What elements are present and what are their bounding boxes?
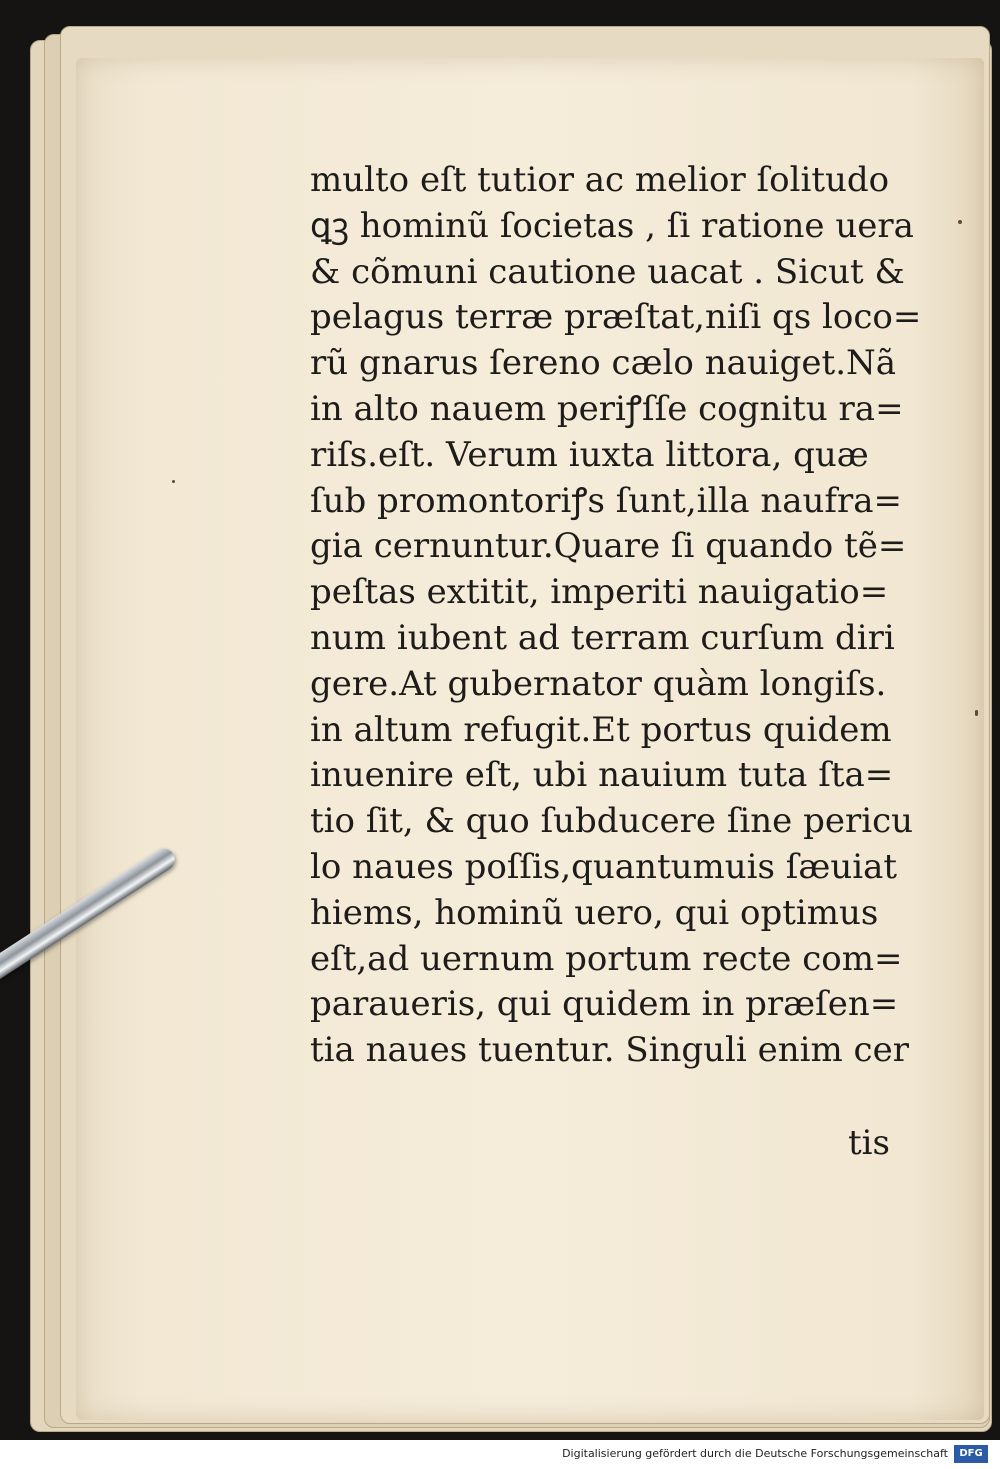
text-line: rũ gnarus ſereno cælo nauiget.Nã xyxy=(310,343,897,384)
text-line: num iubent ad terram curſum diri xyxy=(310,617,895,658)
paper-speck xyxy=(172,480,175,483)
text-line: riſs.eſt. Verum iuxta littora, quæ xyxy=(310,434,869,475)
text-line: paraueris, qui quidem in præſen= xyxy=(310,984,899,1025)
text-line: & cõmuni cautione uacat . Sicut & xyxy=(310,251,905,292)
footer-credit: Digitalisierung gefördert durch die Deutsche Forschungsgemeinschaft xyxy=(562,1447,948,1460)
text-line: tio ſit, & quo ſubducere ſine pericu xyxy=(310,801,914,842)
page-text-block xyxy=(310,158,922,1074)
text-line: in alto nauem periꝭſſe cognitu ra= xyxy=(310,388,904,429)
dfg-logo: DFG xyxy=(954,1445,988,1463)
paper-speck xyxy=(975,710,978,716)
text-line: inuenire eſt, ubi nauium tuta ſta= xyxy=(310,755,894,796)
text-line: gere.At gubernator quàm longiſs. xyxy=(310,663,887,704)
text-line: lo naues poſſis,quantumuis ſæuiat xyxy=(310,846,898,887)
paper-speck xyxy=(958,220,962,224)
text-line: tia naues tuentur. Singuli enim cer xyxy=(310,1030,909,1071)
catchword: tis xyxy=(848,1123,890,1163)
text-line: ſub promontoriꝭs ſunt,illa naufra= xyxy=(310,480,902,521)
text-line: pelagus terræ præſtat,niſi qs loco= xyxy=(310,297,922,338)
text-line: multo eſt tutior ac melior ſolitudo xyxy=(310,160,890,200)
footer-bar xyxy=(0,1440,1000,1469)
text-line: eſt,ad uernum portum recte com= xyxy=(310,938,903,979)
text-line: hiems, hominũ uero, qui optimus xyxy=(310,892,879,933)
text-line: peſtas extitit, imperiti nauigatio= xyxy=(310,572,889,613)
text-line: ꝗꝫ hominũ ſocietas , ſi ratione uera xyxy=(310,205,914,246)
text-line: gia cernuntur.Quare ſi quando tẽ= xyxy=(310,526,907,567)
text-line: in altum refugit.Et portus quidem xyxy=(310,709,892,750)
